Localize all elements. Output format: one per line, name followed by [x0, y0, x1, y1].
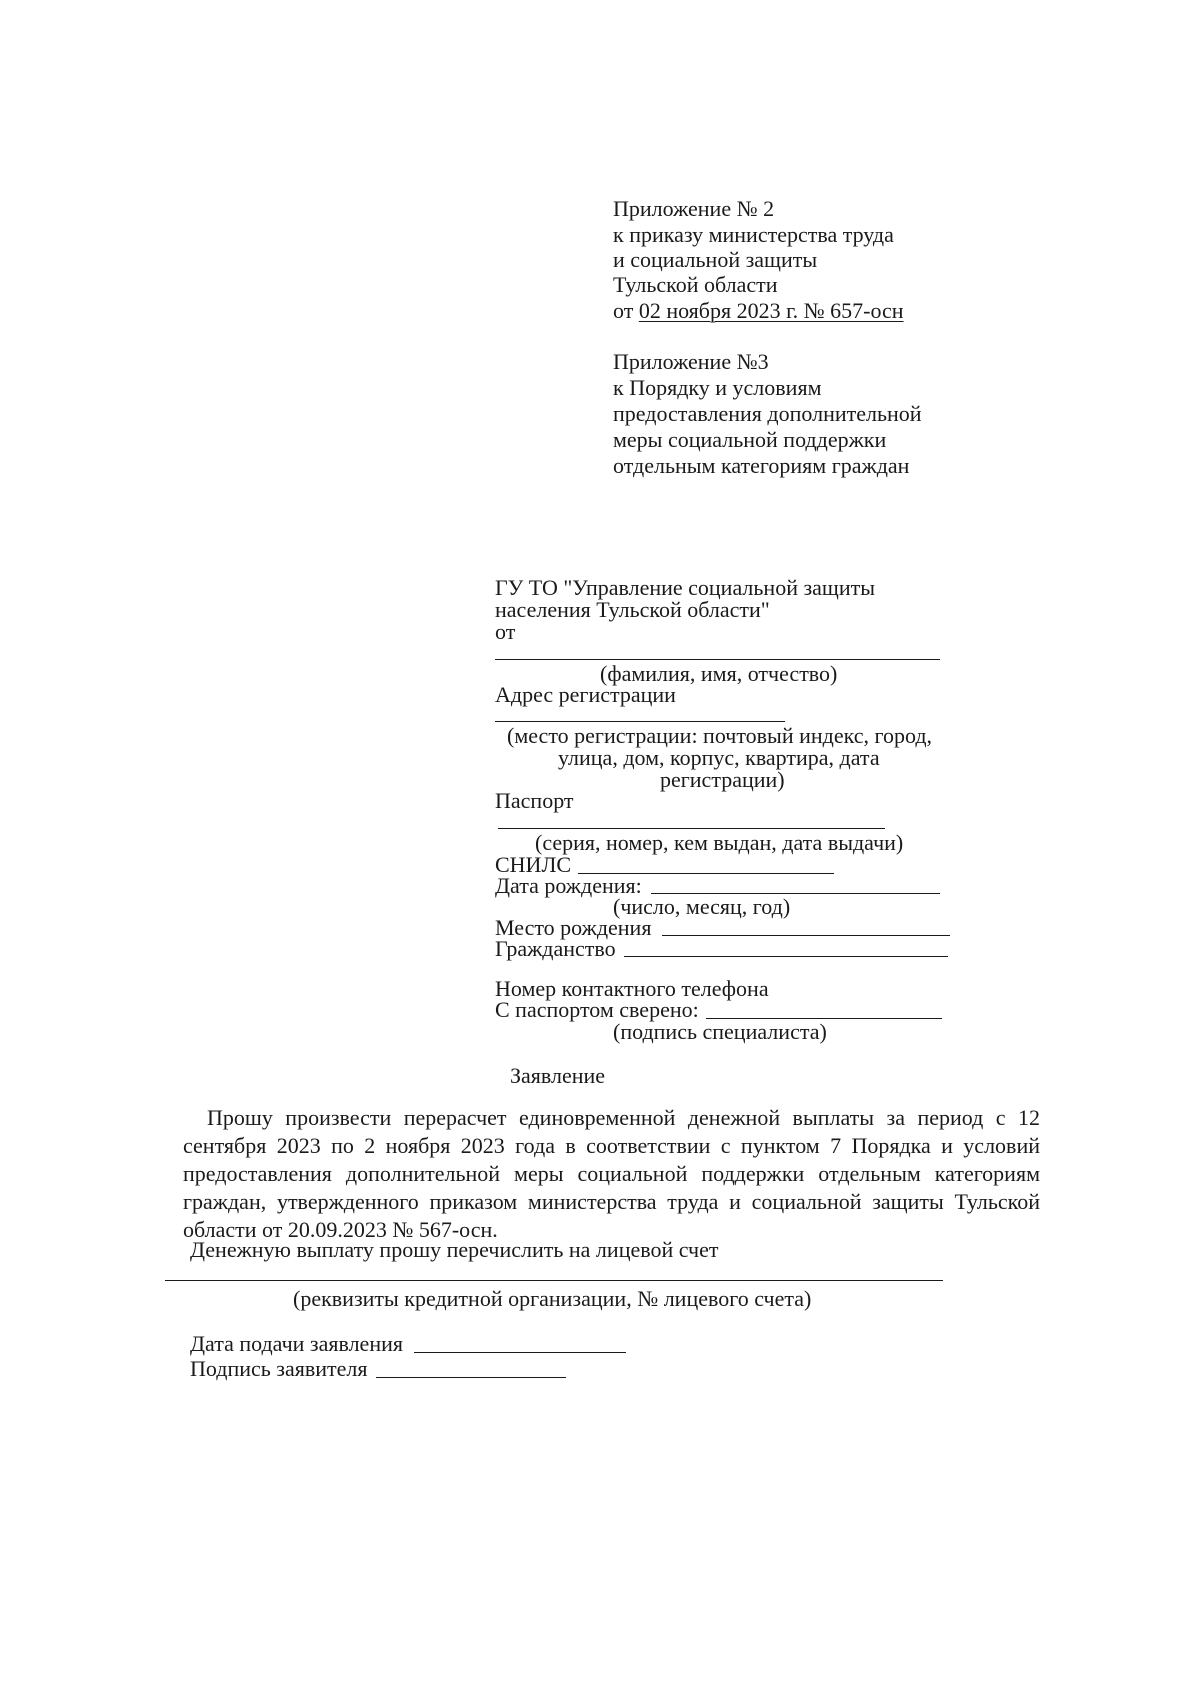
bank-details-hint: (реквизиты кредитной организации, № лицевого счета) — [293, 1286, 812, 1311]
addressee-from: от — [495, 619, 516, 644]
verified-hint: (подпись специалиста) — [613, 1019, 827, 1044]
signature-label: Подпись заявителя — [190, 1356, 368, 1381]
birth-place-field-line[interactable] — [662, 935, 950, 936]
appendix2-line2: к приказу министерства труда — [613, 222, 894, 247]
appendix2-date-line — [613, 297, 904, 325]
verified-label: С паспортом сверено: — [495, 997, 699, 1022]
address-hint-line3: регистрации) — [660, 767, 785, 792]
appendix3-line2: к Порядку и условиям — [613, 375, 822, 400]
submit-date-field-line[interactable] — [414, 1352, 626, 1353]
statement-title: Заявление — [510, 1063, 606, 1088]
appendix2-line3: и социальной защиты — [613, 247, 818, 272]
citizenship-field-line[interactable] — [624, 956, 948, 957]
addressee-line2: населения Тульской области" — [495, 597, 770, 622]
birth-date-hint: (число, месяц, год) — [613, 894, 791, 919]
address-label: Адрес регистрации — [495, 682, 676, 707]
appendix2-line4: Тульской области — [613, 272, 778, 297]
snils-label: СНИЛС — [495, 852, 572, 877]
birth-date-label: Дата рождения: — [495, 873, 642, 898]
statement-paragraph2: Денежную выплату прошу перечислить на лицевой счет — [190, 1237, 719, 1262]
signature-field-line[interactable] — [376, 1377, 566, 1378]
appendix2-date-number: 02 ноября 2023 г. № 657-осн — [638, 298, 904, 323]
bank-details-field-line[interactable] — [165, 1280, 943, 1281]
appendix3-line5: отдельным категориям граждан — [613, 453, 910, 478]
address-hint-line1: (место регистрации: почтовый индекс, город, — [507, 723, 933, 748]
addressee-line1: ГУ ТО "Управление социальной защиты — [495, 575, 876, 600]
passport-hint: (серия, номер, кем выдан, дата выдачи) — [535, 830, 904, 855]
citizenship-label: Гражданство — [495, 936, 616, 961]
appendix3-line3: предоставления дополнительной — [613, 401, 922, 426]
appendix3-line4: меры социальной поддержки — [613, 427, 887, 452]
appendix3-title: Приложение №3 — [613, 349, 769, 374]
appendix2-title: Приложение № 2 — [613, 196, 775, 221]
submit-date-label: Дата подачи заявления — [190, 1331, 403, 1356]
birth-place-label: Место рождения — [495, 915, 652, 940]
address-hint-line2: улица, дом, корпус, квартира, дата — [558, 745, 880, 770]
statement-paragraph1: Прошу произвести перерасчет единовременной денежной выплаты за период с 12 сентября 2023 по 2 ноября 2023 года в соответствии с пунктом 7 Порядка и условий предоставления дополнительной меры социальной поддержки отдельным категориям граждан, утвержденного приказом министерства труда и социальной защиты Тульской области от 20.09.2023 № 567-осн. — [183, 1105, 1040, 1242]
passport-label: Паспорт — [495, 788, 574, 813]
appendix2-date-prefix: от — [613, 298, 639, 323]
phone-label: Номер контактного телефона — [495, 976, 769, 1001]
fio-hint: (фамилия, имя, отчество) — [600, 661, 838, 686]
